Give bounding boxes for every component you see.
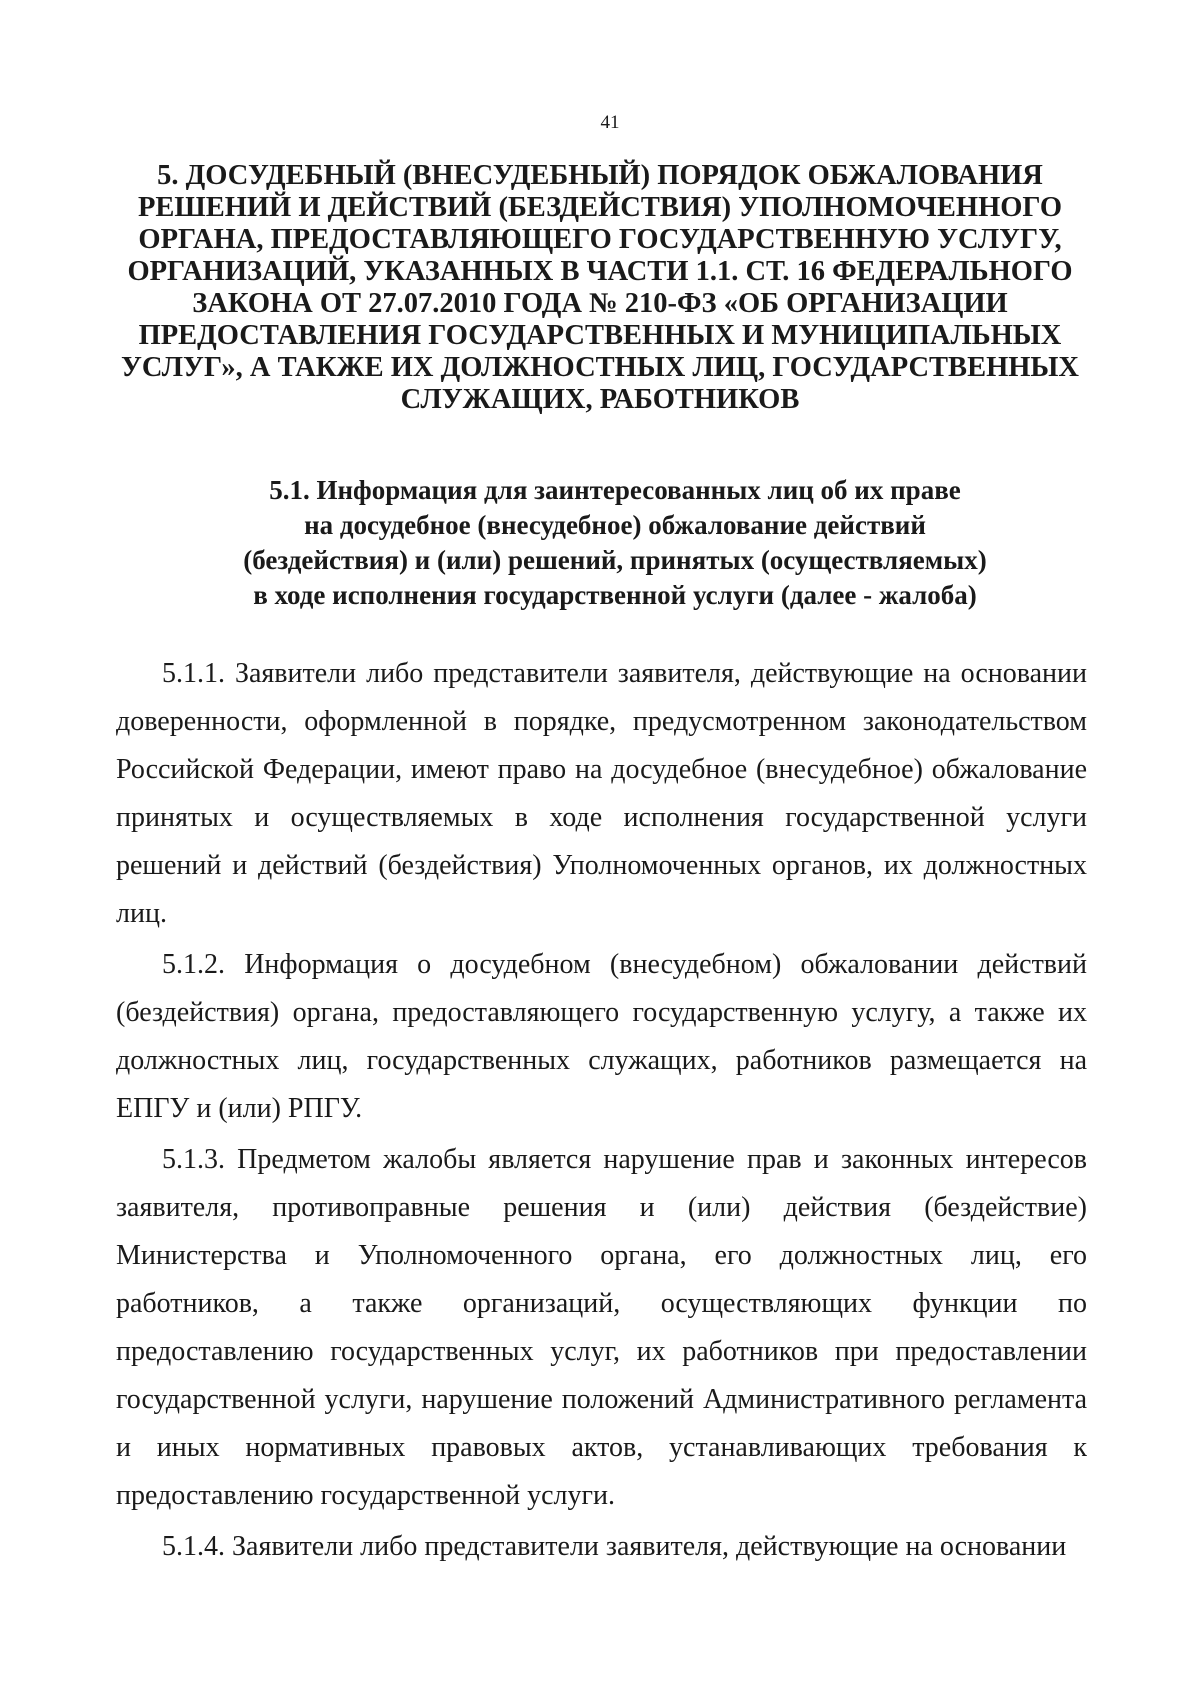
section-heading: [120, 160, 1080, 416]
section-heading-line: ОРГАНА, ПРЕДОСТАВЛЯЮЩЕГО ГОСУДАРСТВЕННУЮ УСЛУГУ,: [138, 224, 1062, 255]
paragraph-5-1-3: 5.1.3. Предметом жалобы является нарушение прав и законных интересов заявителя, противоправные решения и (или) действия (бездействие) Министерства и Уполномоченного органа, его должностных лиц, его работников, а также организаций, осуществляющих функции по предоставлению государственных услуг, их работников при предоставлении государственной услуги, нарушение положений Административного регламента и иных нормативных правовых актов, устанавливающих требования к предоставлению государственной услуги.: [116, 1144, 1087, 1511]
section-heading-line: 5. ДОСУДЕБНЫЙ (ВНЕСУДЕБНЫЙ) ПОРЯДОК ОБЖАЛОВАНИЯ: [157, 160, 1043, 191]
paragraph-5-1-4: 5.1.4. Заявители либо представители заявителя, действующие на основании: [162, 1531, 1067, 1562]
section-heading-line: ЗАКОНА ОТ 27.07.2010 ГОДА № 210-ФЗ «ОБ ОРГАНИЗАЦИИ: [192, 288, 1008, 319]
section-heading-line: СЛУЖАЩИХ, РАБОТНИКОВ: [400, 384, 800, 415]
subsection-heading: [175, 473, 1055, 613]
section-heading-line: ПРЕДОСТАВЛЕНИЯ ГОСУДАРСТВЕННЫХ И МУНИЦИПАЛЬНЫХ: [138, 320, 1062, 351]
document-body: [116, 650, 1087, 1571]
subsection-heading-line: (бездействия) и (или) решений, принятых (осуществляемых): [243, 545, 987, 575]
section-heading-line: УСЛУГ», А ТАКЖЕ ИХ ДОЛЖНОСТНЫХ ЛИЦ, ГОСУДАРСТВЕННЫХ: [121, 352, 1079, 383]
subsection-heading-line: в ходе исполнения государственной услуги (далее - жалоба): [253, 580, 977, 610]
paragraph-5-1-1: 5.1.1. Заявители либо представители заявителя, действующие на основании доверенности, оформленной в порядке, предусмотренном законодательством Российской Федерации, имеют право на досудебное (внесудебное) обжалование принятых и осуществляемых в ходе исполнения государственной услуги решений и действий (бездействия) Уполномоченных органов, их должностных лиц.: [116, 658, 1087, 929]
subsection-heading-line: на досудебное (внесудебное) обжалование действий: [304, 510, 926, 540]
paragraph-5-1-2: 5.1.2. Информация о досудебном (внесудебном) обжаловании действий (бездействия) органа, предоставляющего государственную услугу, а также их должностных лиц, государственных служащих, работников размещается на ЕПГУ и (или) РПГУ.: [116, 949, 1087, 1124]
section-heading-line: ОРГАНИЗАЦИЙ, УКАЗАННЫХ В ЧАСТИ 1.1. СТ. 16 ФЕДЕРАЛЬНОГО: [127, 256, 1073, 287]
section-heading-line: РЕШЕНИЙ И ДЕЙСТВИЙ (БЕЗДЕЙСТВИЯ) УПОЛНОМОЧЕННОГО: [137, 192, 1063, 223]
page-number: 41: [600, 112, 620, 133]
subsection-heading-line: 5.1. Информация для заинтересованных лиц об их праве: [269, 475, 961, 505]
